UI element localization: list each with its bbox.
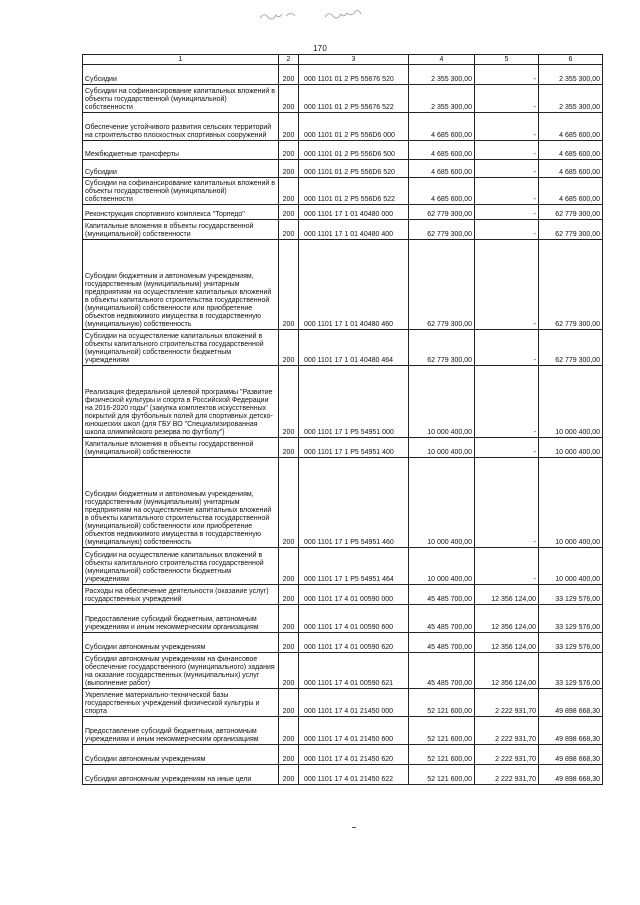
remaining-amount-cell: 10 000 400,00 [539, 548, 603, 585]
remaining-amount-cell: 10 000 400,00 [539, 438, 603, 458]
table-row [83, 633, 603, 653]
executed-amount-cell: - [475, 438, 539, 458]
row-name-cell: Субсидии автономным учреждениям [83, 633, 279, 653]
admin-code-cell: 200 [279, 220, 299, 240]
admin-code-cell: 200 [279, 366, 299, 438]
remaining-amount-cell: 49 898 668,30 [539, 717, 603, 745]
remaining-amount-cell: 33 129 576,00 [539, 605, 603, 633]
row-name-cell: Реализация федеральной целевой программы "Развитие физической культуры и спорта в Российской Федерации на 2016-2020 годы" (закупка комплектов искусственных покрытий для футбольных полей для спортивных детско-юношеских школ (для ГБУ ВО "Специализированная школа олимпийского резерва по футболу") [83, 366, 279, 438]
row-name-cell: Субсидии на софинансирование капитальных вложений в объекты государственной (муниципальной) собственности [83, 85, 279, 113]
table-row [83, 330, 603, 366]
budget-code-cell: 000 1101 17 1 P5 54951 400 [299, 438, 409, 458]
executed-amount-cell: - [475, 85, 539, 113]
column-header: 4 [409, 55, 475, 65]
row-name-cell: Субсидии автономным учреждениям на финансовое обеспечение государственного (муниципального) задания на оказание государственных (муниципальных) услуг (выполнение работ) [83, 653, 279, 689]
remaining-amount-cell: 4 685 600,00 [539, 178, 603, 205]
remaining-amount-cell: 49 898 668,30 [539, 745, 603, 765]
remaining-amount-cell: 62 779 300,00 [539, 220, 603, 240]
executed-amount-cell: - [475, 240, 539, 330]
executed-amount-cell: - [475, 205, 539, 220]
row-name-cell: Субсидии бюджетным и автономным учреждениям, государственным (муниципальным) унитарным предприятиям на осуществление капитальных вложений в объекты капитального строительства государственной (муниципальной) собственности или приобретение объектов недвижимого имущества в государственную (муниципальную) собственность [83, 458, 279, 548]
budget-code-cell: 000 1101 17 4 01 21450 000 [299, 689, 409, 717]
table-row [83, 160, 603, 178]
remaining-amount-cell: 49 898 668,30 [539, 765, 603, 785]
executed-amount-cell: 2 222 931,70 [475, 689, 539, 717]
row-name-cell: Расходы на обеспечение деятельности (оказание услуг) государственных учреждений [83, 585, 279, 605]
remaining-amount-cell: 33 129 576,00 [539, 633, 603, 653]
table-row [83, 220, 603, 240]
approved-amount-cell: 4 685 600,00 [409, 160, 475, 178]
budget-code-cell: 000 1101 17 1 01 40480 464 [299, 330, 409, 366]
scan-artifact-mark [255, 6, 375, 24]
approved-amount-cell: 62 779 300,00 [409, 330, 475, 366]
executed-amount-cell: - [475, 160, 539, 178]
approved-amount-cell: 52 121 600,00 [409, 765, 475, 785]
admin-code-cell: 200 [279, 548, 299, 585]
admin-code-cell: 200 [279, 330, 299, 366]
remaining-amount-cell: 10 000 400,00 [539, 458, 603, 548]
table-row [83, 178, 603, 205]
approved-amount-cell: 4 685 600,00 [409, 113, 475, 141]
approved-amount-cell: 45 485 700,00 [409, 653, 475, 689]
remaining-amount-cell: 4 685 600,00 [539, 113, 603, 141]
executed-amount-cell: 12 356 124,00 [475, 633, 539, 653]
table-row [83, 141, 603, 160]
admin-code-cell: 200 [279, 65, 299, 85]
row-name-cell: Субсидии автономным учреждениям на иные цели [83, 765, 279, 785]
column-header: 3 [299, 55, 409, 65]
budget-code-cell: 000 1101 01 2 P5 55676 520 [299, 65, 409, 85]
column-header: 6 [539, 55, 603, 65]
budget-code-cell: 000 1101 17 1 01 40480 000 [299, 205, 409, 220]
admin-code-cell: 200 [279, 438, 299, 458]
budget-code-cell: 000 1101 17 4 01 21450 620 [299, 745, 409, 765]
admin-code-cell: 200 [279, 240, 299, 330]
remaining-amount-cell: 62 779 300,00 [539, 240, 603, 330]
table-row [83, 113, 603, 141]
admin-code-cell: 200 [279, 85, 299, 113]
table-row [83, 745, 603, 765]
admin-code-cell: 200 [279, 178, 299, 205]
row-name-cell: Реконструкция спортивного комплекса "Торпедо" [83, 205, 279, 220]
budget-code-cell: 000 1101 17 4 01 00590 600 [299, 605, 409, 633]
approved-amount-cell: 10 000 400,00 [409, 438, 475, 458]
budget-table [82, 54, 603, 785]
admin-code-cell: 200 [279, 717, 299, 745]
table-row [83, 605, 603, 633]
remaining-amount-cell: 33 129 576,00 [539, 653, 603, 689]
executed-amount-cell: 2 222 931,70 [475, 745, 539, 765]
column-number-row [83, 55, 603, 65]
executed-amount-cell: - [475, 458, 539, 548]
row-name-cell: Капитальные вложения в объекты государственной (муниципальной) собственности [83, 438, 279, 458]
budget-code-cell: 000 1101 01 2 P5 556D6 522 [299, 178, 409, 205]
row-name-cell: Капитальные вложения в объекты государственной (муниципальной) собственности [83, 220, 279, 240]
table-row [83, 458, 603, 548]
admin-code-cell: 200 [279, 205, 299, 220]
budget-code-cell: 000 1101 17 4 01 00590 621 [299, 653, 409, 689]
executed-amount-cell: - [475, 113, 539, 141]
approved-amount-cell: 2 355 300,00 [409, 85, 475, 113]
row-name-cell: Субсидии автономным учреждениям [83, 745, 279, 765]
remaining-amount-cell: 4 685 600,00 [539, 141, 603, 160]
approved-amount-cell: 4 685 600,00 [409, 141, 475, 160]
table-row [83, 765, 603, 785]
budget-code-cell: 000 1101 17 1 01 40480 400 [299, 220, 409, 240]
budget-code-cell: 000 1101 17 1 P5 54951 464 [299, 548, 409, 585]
approved-amount-cell: 62 779 300,00 [409, 205, 475, 220]
remaining-amount-cell: 62 779 300,00 [539, 205, 603, 220]
executed-amount-cell: - [475, 366, 539, 438]
budget-code-cell: 000 1101 17 4 01 21450 622 [299, 765, 409, 785]
table-row [83, 438, 603, 458]
approved-amount-cell: 45 485 700,00 [409, 605, 475, 633]
table-row [83, 85, 603, 113]
remaining-amount-cell: 33 129 576,00 [539, 585, 603, 605]
row-name-cell: Предоставление субсидий бюджетным, автономным учреждениям и иным некоммерческим организациям [83, 717, 279, 745]
column-header: 2 [279, 55, 299, 65]
budget-code-cell: 000 1101 01 2 P5 55676 522 [299, 85, 409, 113]
approved-amount-cell: 52 121 600,00 [409, 689, 475, 717]
row-name-cell: Обеспечение устойчивого развития сельских территорий на строительство плоскостных спортивных сооружений [83, 113, 279, 141]
budget-code-cell: 000 1101 17 1 P5 54951 000 [299, 366, 409, 438]
admin-code-cell: 200 [279, 689, 299, 717]
row-name-cell: Предоставление субсидий бюджетным, автономным учреждениям и иным некоммерческим организациям [83, 605, 279, 633]
approved-amount-cell: 45 485 700,00 [409, 585, 475, 605]
approved-amount-cell: 10 000 400,00 [409, 366, 475, 438]
approved-amount-cell: 2 355 300,00 [409, 65, 475, 85]
budget-code-cell: 000 1101 17 4 01 21450 600 [299, 717, 409, 745]
budget-code-cell: 000 1101 17 1 01 40480 460 [299, 240, 409, 330]
approved-amount-cell: 10 000 400,00 [409, 548, 475, 585]
approved-amount-cell: 10 000 400,00 [409, 458, 475, 548]
table-row [83, 240, 603, 330]
executed-amount-cell: - [475, 548, 539, 585]
executed-amount-cell: 12 356 124,00 [475, 653, 539, 689]
column-header: 5 [475, 55, 539, 65]
column-header: 1 [83, 55, 279, 65]
approved-amount-cell: 4 685 600,00 [409, 178, 475, 205]
table-row [83, 366, 603, 438]
executed-amount-cell: 2 222 931,70 [475, 717, 539, 745]
admin-code-cell: 200 [279, 458, 299, 548]
row-name-cell: Субсидии бюджетным и автономным учреждениям, государственным (муниципальным) унитарным предприятиям на осуществление капитальных вложений в объекты капитального строительства государственной (муниципальной) собственности или приобретение объектов недвижимого имущества в государственную (муниципальную) собственность [83, 240, 279, 330]
budget-code-cell: 000 1101 17 1 P5 54951 460 [299, 458, 409, 548]
table-row [83, 548, 603, 585]
executed-amount-cell: - [475, 178, 539, 205]
admin-code-cell: 200 [279, 605, 299, 633]
remaining-amount-cell: 4 685 600,00 [539, 160, 603, 178]
budget-code-cell: 000 1101 01 2 P5 556D6 000 [299, 113, 409, 141]
row-name-cell: Укрепление материально-технической базы государственных учреждений физической культуры и спорта [83, 689, 279, 717]
row-name-cell: Субсидии на софинансирование капитальных вложений в объекты государственной (муниципальной) собственности [83, 178, 279, 205]
admin-code-cell: 200 [279, 765, 299, 785]
admin-code-cell: 200 [279, 160, 299, 178]
approved-amount-cell: 62 779 300,00 [409, 240, 475, 330]
table-row [83, 205, 603, 220]
row-name-cell: Межбюджетные трансферты [83, 141, 279, 160]
executed-amount-cell: - [475, 330, 539, 366]
executed-amount-cell: 12 356 124,00 [475, 605, 539, 633]
table-row [83, 689, 603, 717]
remaining-amount-cell: 49 898 668,30 [539, 689, 603, 717]
approved-amount-cell: 52 121 600,00 [409, 745, 475, 765]
admin-code-cell: 200 [279, 141, 299, 160]
admin-code-cell: 200 [279, 653, 299, 689]
table-row [83, 585, 603, 605]
executed-amount-cell: - [475, 141, 539, 160]
scan-dash-mark [352, 827, 356, 828]
executed-amount-cell: - [475, 65, 539, 85]
approved-amount-cell: 45 485 700,00 [409, 633, 475, 653]
approved-amount-cell: 62 779 300,00 [409, 220, 475, 240]
budget-code-cell: 000 1101 01 2 P5 556D6 520 [299, 160, 409, 178]
budget-code-cell: 000 1101 01 2 P5 556D6 500 [299, 141, 409, 160]
table-row [83, 653, 603, 689]
row-name-cell: Субсидии на осуществление капитальных вложений в объекты капитального строительства государственной (муниципальной) собственности бюджетным учреждениям [83, 548, 279, 585]
admin-code-cell: 200 [279, 633, 299, 653]
approved-amount-cell: 52 121 600,00 [409, 717, 475, 745]
executed-amount-cell: 12 356 124,00 [475, 585, 539, 605]
budget-code-cell: 000 1101 17 4 01 00590 000 [299, 585, 409, 605]
remaining-amount-cell: 62 779 300,00 [539, 330, 603, 366]
page-number: 170 [313, 44, 327, 53]
admin-code-cell: 200 [279, 113, 299, 141]
admin-code-cell: 200 [279, 745, 299, 765]
table-row [83, 65, 603, 85]
remaining-amount-cell: 2 355 300,00 [539, 65, 603, 85]
budget-code-cell: 000 1101 17 4 01 00590 620 [299, 633, 409, 653]
admin-code-cell: 200 [279, 585, 299, 605]
executed-amount-cell: - [475, 220, 539, 240]
executed-amount-cell: 2 222 931,70 [475, 765, 539, 785]
row-name-cell: Субсидии [83, 65, 279, 85]
remaining-amount-cell: 10 000 400,00 [539, 366, 603, 438]
row-name-cell: Субсидии [83, 160, 279, 178]
remaining-amount-cell: 2 355 300,00 [539, 85, 603, 113]
row-name-cell: Субсидии на осуществление капитальных вложений в объекты капитального строительства государственной (муниципальной) собственности бюджетным учреждениям [83, 330, 279, 366]
table-row [83, 717, 603, 745]
